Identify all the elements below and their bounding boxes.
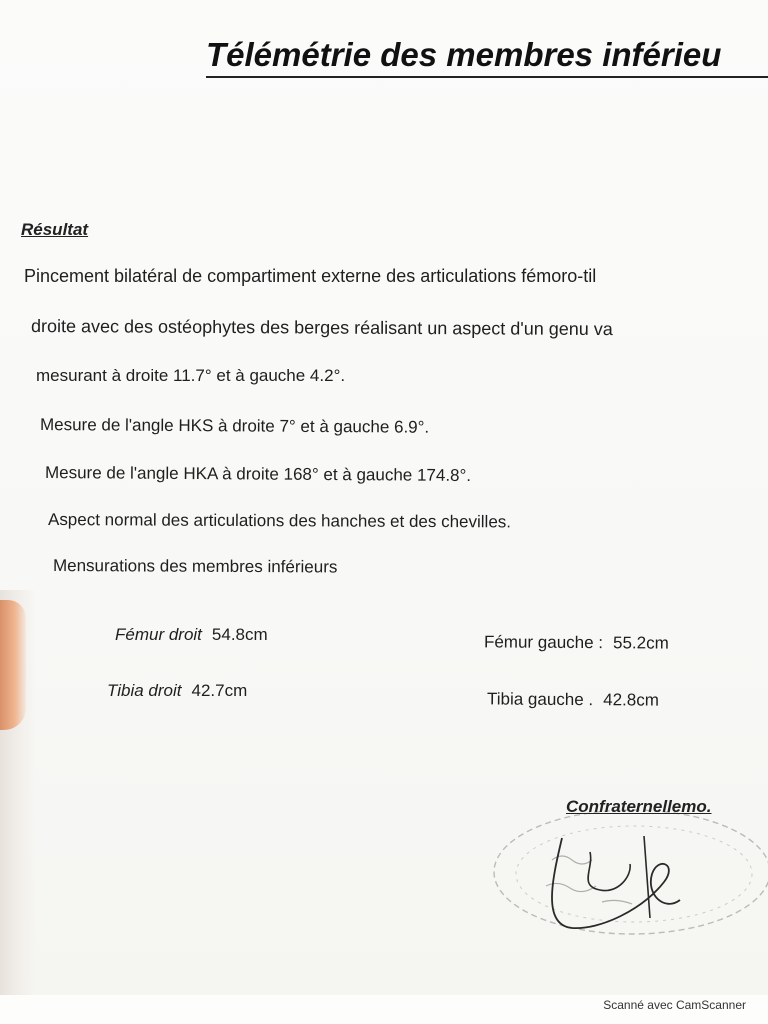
- result-line: mesurant à droite 11.7° et à gauche 4.2°.: [36, 366, 346, 385]
- finger-artifact: [0, 600, 26, 730]
- signature-stroke: [552, 838, 680, 928]
- title-underline: [206, 76, 768, 78]
- result-line: Aspect normal des articulations des hanches et des chevilles.: [47, 510, 512, 532]
- signature-stroke: [588, 852, 630, 891]
- scanner-watermark: Scanné avec CamScanner: [603, 998, 746, 1012]
- result-heading: Résultat: [21, 220, 89, 239]
- measurement-tibia-left: [487, 689, 659, 710]
- measurement-label: Tibia droit: [107, 681, 182, 700]
- measurement-tibia-right: [107, 681, 247, 701]
- measurement-value: 54.8cm: [211, 625, 268, 644]
- result-line: Pincement bilatéral de compartiment externe des articulations fémoro-til: [24, 266, 597, 286]
- result-line: Mensurations des membres inférieurs: [52, 556, 338, 577]
- measurement-label: Fémur gauche :: [483, 632, 604, 653]
- closing-salutation: Confraternellemo.: [566, 797, 712, 816]
- measurement-femur-right: [115, 625, 268, 645]
- measurement-label: Tibia gauche .: [486, 689, 594, 710]
- measurement-value: 55.2cm: [612, 633, 669, 653]
- measurement-label: Fémur droit: [115, 625, 202, 644]
- result-line: Mesure de l'angle HKA à droite 168° et à gauche 174.8°.: [44, 463, 472, 485]
- document-title: Télémétrie des membres inférieu: [206, 36, 722, 73]
- measurement-value: 42.8cm: [603, 690, 659, 710]
- result-line: droite avec des ostéophytes des berges réalisant un aspect d'un genu va: [30, 316, 613, 340]
- measurement-femur-left: [484, 632, 669, 653]
- stamp-outer-ring: [494, 810, 768, 934]
- signature-stroke: [644, 836, 650, 918]
- measurement-value: 42.7cm: [191, 681, 248, 700]
- result-line: Mesure de l'angle HKS à droite 7° et à gauche 6.9°.: [39, 415, 430, 437]
